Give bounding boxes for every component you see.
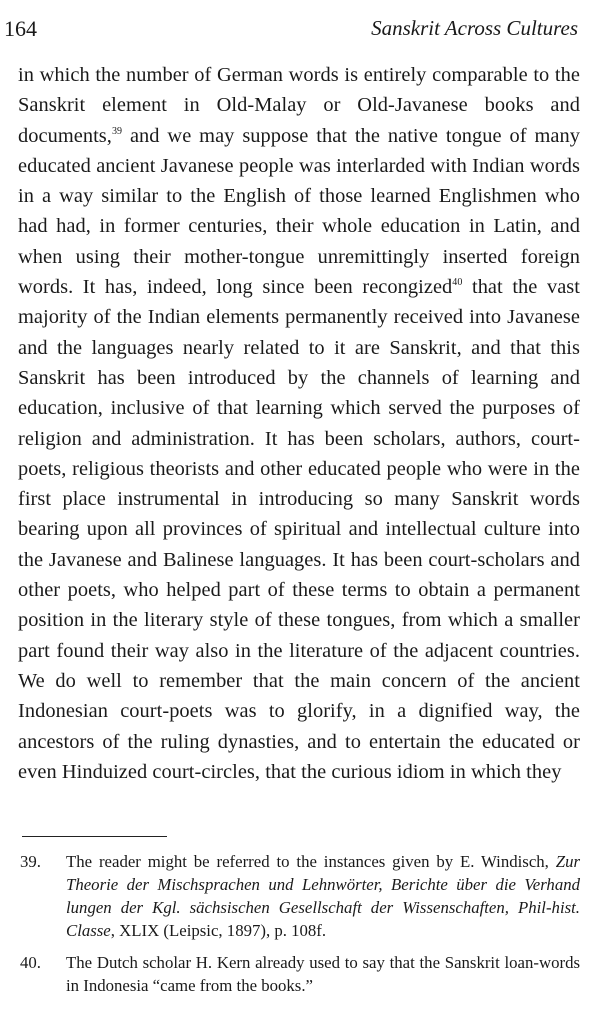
running-head: Sanskrit Across Cultures [371, 16, 578, 40]
body-text-part-3: that the vast majority of the Indian elements permanently received into Javanese and the languages nearly related to it are Sanskrit, and that this Sanskrit has been introduced by the channels of learning and education, inclusive of that learning which served the purposes of religion and administration. It has been scholars, authors, court-poets, religious theorists and other educated people who were in the first place instrumental in introducing so many Sanskrit words bearing upon all provinces of spiritual and intellectual culture into the Javanese and Balinese languages. It has been court-scholars and other poets, who helped part of these terms to obtain a permanent position in the literary style of these tongues, from which a smaller part found their way also in the literature of the adjacent countries. We do well to remember that the main concern of the ancient Indonesian court-poets was to glorify, in a dignified way, the ancestors of the ruling dynasties, and to entertain the educated or even Hinduized court-circles, that the curious idiom in which they [18, 276, 580, 783]
footnote-title: Zur Theorie der Mischsprachen und Lehnwörter, Berichte über die Verhand lungen der Kgl. sächsischen Gesellschaft der Wissenschaften, Phil-hist. Classe [66, 852, 580, 940]
body-text-part-1: in which the number of German words is entirely comparable to the Sanskrit element in Old-Malay or Old-Javanese books and documents, [18, 64, 580, 147]
footnote-ref-39: 39 [111, 125, 123, 137]
footnote-text-end: , XLIX (Leipsic, 1897), p. 108f. [110, 921, 327, 940]
body-paragraph [18, 60, 580, 787]
footnote-divider [22, 836, 167, 837]
page-number: 164 [4, 16, 37, 41]
footnote-text: The reader might be referred to the instances given by E. Windisch, [66, 852, 556, 871]
footnote-text: The Dutch scholar H. Kern already used to say that the Sanskrit loan-words in Indonesia “came from the books.” [66, 953, 580, 995]
footnote-number: 39. [20, 852, 41, 871]
footnotes [20, 850, 580, 1006]
page-header [0, 14, 600, 48]
footnote-number: 40. [20, 953, 41, 972]
footnote-40 [20, 951, 580, 997]
footnote-ref-40: 40 [452, 277, 463, 289]
footnote-39 [20, 850, 580, 942]
body-text-part-2: and we may suppose that the native tongue of many educated ancient Javanese people was interlarded with Indian words in a way similar to the English of those learned Englishmen who had had, in former centuries, their whole education in Latin, and when using their mother-tongue unremittingly inserted foreign words. It has, indeed, long since been recongized [18, 124, 580, 299]
